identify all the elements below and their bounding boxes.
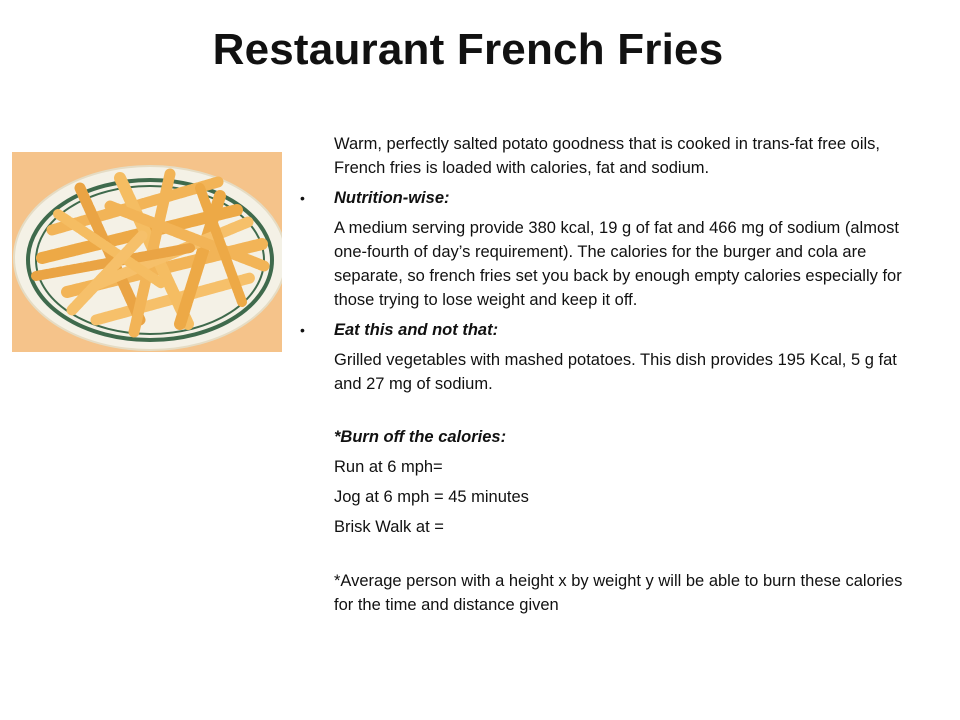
french-fries-photo <box>12 152 282 352</box>
bullet-dot: • <box>300 190 305 206</box>
bullet-alternative <box>298 318 926 342</box>
bullet-nutrition <box>298 186 926 210</box>
burn-item-jog: Jog at 6 mph = 45 minutes <box>334 488 529 506</box>
slide-body <box>298 132 926 617</box>
intro-paragraph: Warm, perfectly salted potato goodness that is cooked in trans-fat free oils, French fries is loaded with calories, fat and sodium. <box>334 135 880 177</box>
burn-heading: *Burn off the calories: <box>334 428 507 446</box>
nutrition-paragraph: A medium serving provide 380 kcal, 19 g of fat and 466 mg of sodium (almost one-fourth of day’s requirement). The calories for the burger and cola are separate, so french fries set you back by enough empty calories especially for those trying to lose weight and keep it off. <box>334 219 902 309</box>
alternative-paragraph: Grilled vegetables with mashed potatoes. This dish provides 195 Kcal, 5 g fat and 27 mg of sodium. <box>334 351 897 393</box>
burn-heading-row <box>298 425 926 449</box>
bullet-dot: • <box>300 322 305 338</box>
burn-item-walk: Brisk Walk at = <box>334 518 444 536</box>
nutrition-heading: Nutrition-wise: <box>334 189 450 207</box>
burn-item-run: Run at 6 mph= <box>334 458 443 476</box>
footnote: *Average person with a height x by weight y will be able to burn these calories for the time and distance given <box>334 572 903 614</box>
alternative-heading: Eat this and not that: <box>334 321 499 339</box>
slide-title: Restaurant French Fries <box>212 25 724 74</box>
